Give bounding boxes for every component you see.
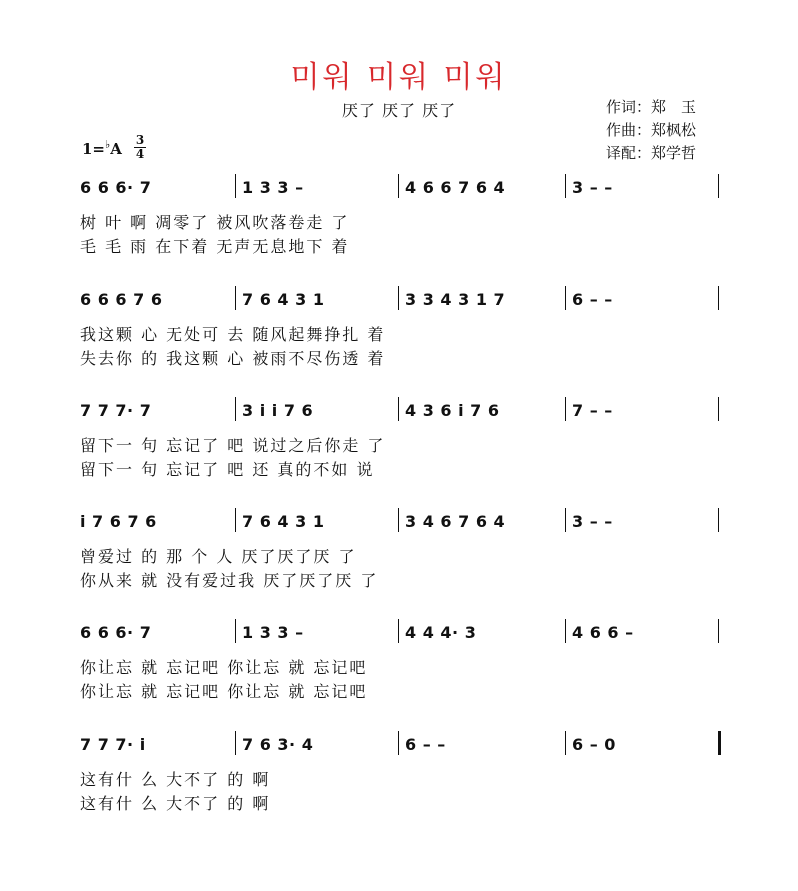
final-barline [718,731,721,755]
lyric-line: 你从来 就 没有爱过我 厌了厌了厌 了 [80,571,379,590]
measure-notes: 3 – – [572,178,613,197]
score-system [0,178,798,288]
key-note: A [110,140,122,158]
lyric-line: 失去你 的 我这颗 心 被雨不尽伤透 着 [80,349,386,368]
measure-notes: 4 4 4· 3 [405,623,477,642]
key-signature [82,133,145,161]
measure-notes: 7 7 7· i [80,735,146,754]
measure-notes: i 7 6 7 6 [80,512,157,531]
measure-notes: 7 6 4 3 1 [242,290,325,309]
lyric-line: 留下一 句 忘记了 吧 还 真的不如 说 [80,460,375,479]
barline [398,174,399,198]
time-sig-bottom: 4 [135,147,145,161]
barline [235,731,236,755]
flat-sign: ♭ [105,138,111,151]
barline [565,286,566,310]
time-signature [134,134,146,161]
time-sig-top: 3 [135,133,145,147]
measure-notes: 6 6 6· 7 [80,178,152,197]
measure-notes: 3 – – [572,512,613,531]
lyric-line: 留下一 句 忘记了 吧 说过之后你走 了 [80,436,386,455]
measure-notes: 6 6 6 7 6 [80,290,163,309]
measure-notes: 4 3 6 i 7 6 [405,401,500,420]
barline [565,174,566,198]
credits [606,96,696,165]
barline [235,508,236,532]
key-label: 1= [82,140,106,158]
measure-notes: 6 – – [405,735,446,754]
measure-notes: 6 6 6· 7 [80,623,152,642]
score-system [0,512,798,622]
barline [565,731,566,755]
credit-lyricist: 作词：郑 玉 [606,98,697,116]
barline [565,619,566,643]
score-system [0,290,798,400]
measure-notes: 1 3 3 – [242,623,304,642]
barline [235,397,236,421]
score-system [0,735,798,845]
barline [565,397,566,421]
barline [235,619,236,643]
measure-notes: 3 4 6 7 6 4 [405,512,506,531]
barline [398,286,399,310]
lyric-line: 毛 毛 雨 在下着 无声无息地下 着 [80,237,350,256]
song-title: 미워 미워 미워 [290,60,508,95]
lyric-line: 你让忘 就 忘记吧 你让忘 就 忘记吧 [80,658,368,677]
song-subtitle: 厌了 厌了 厌了 [341,101,457,120]
measure-notes: 1 3 3 – [242,178,304,197]
measure-notes: 3 3 4 3 1 7 [405,290,506,309]
lyric-line: 这有什 么 大不了 的 啊 [80,794,271,813]
score-system [0,623,798,733]
barline [398,397,399,421]
barline [398,619,399,643]
lyric-line: 我这颗 心 无处可 去 随风起舞挣扎 着 [80,325,386,344]
barline [398,731,399,755]
lyric-line: 这有什 么 大不了 的 啊 [80,770,271,789]
credit-composer: 作曲：郑枫松 [606,121,697,139]
barline [718,174,719,198]
score-system [0,401,798,511]
measure-notes: 7 6 4 3 1 [242,512,325,531]
measure-notes: 7 7 7· 7 [80,401,152,420]
barline [718,508,719,532]
lyric-line: 树 叶 啊 凋零了 被风吹落卷走 了 [80,213,350,232]
lyric-line: 你让忘 就 忘记吧 你让忘 就 忘记吧 [80,682,368,701]
measure-notes: 6 – – [572,290,613,309]
barline [398,508,399,532]
measure-notes: 6 – 0 [572,735,616,754]
barline [718,286,719,310]
measure-notes: 7 – – [572,401,613,420]
barline [235,286,236,310]
measure-notes: 4 6 6 – [572,623,634,642]
measure-notes: 4 6 6 7 6 4 [405,178,506,197]
barline [565,508,566,532]
credit-translator: 译配：郑学哲 [606,144,697,162]
barline [718,397,719,421]
measure-notes: 3 i i 7 6 [242,401,314,420]
barline [235,174,236,198]
barline [718,619,719,643]
lyric-line: 曾爱过 的 那 个 人 厌了厌了厌 了 [80,547,357,566]
measure-notes: 7 6 3· 4 [242,735,314,754]
